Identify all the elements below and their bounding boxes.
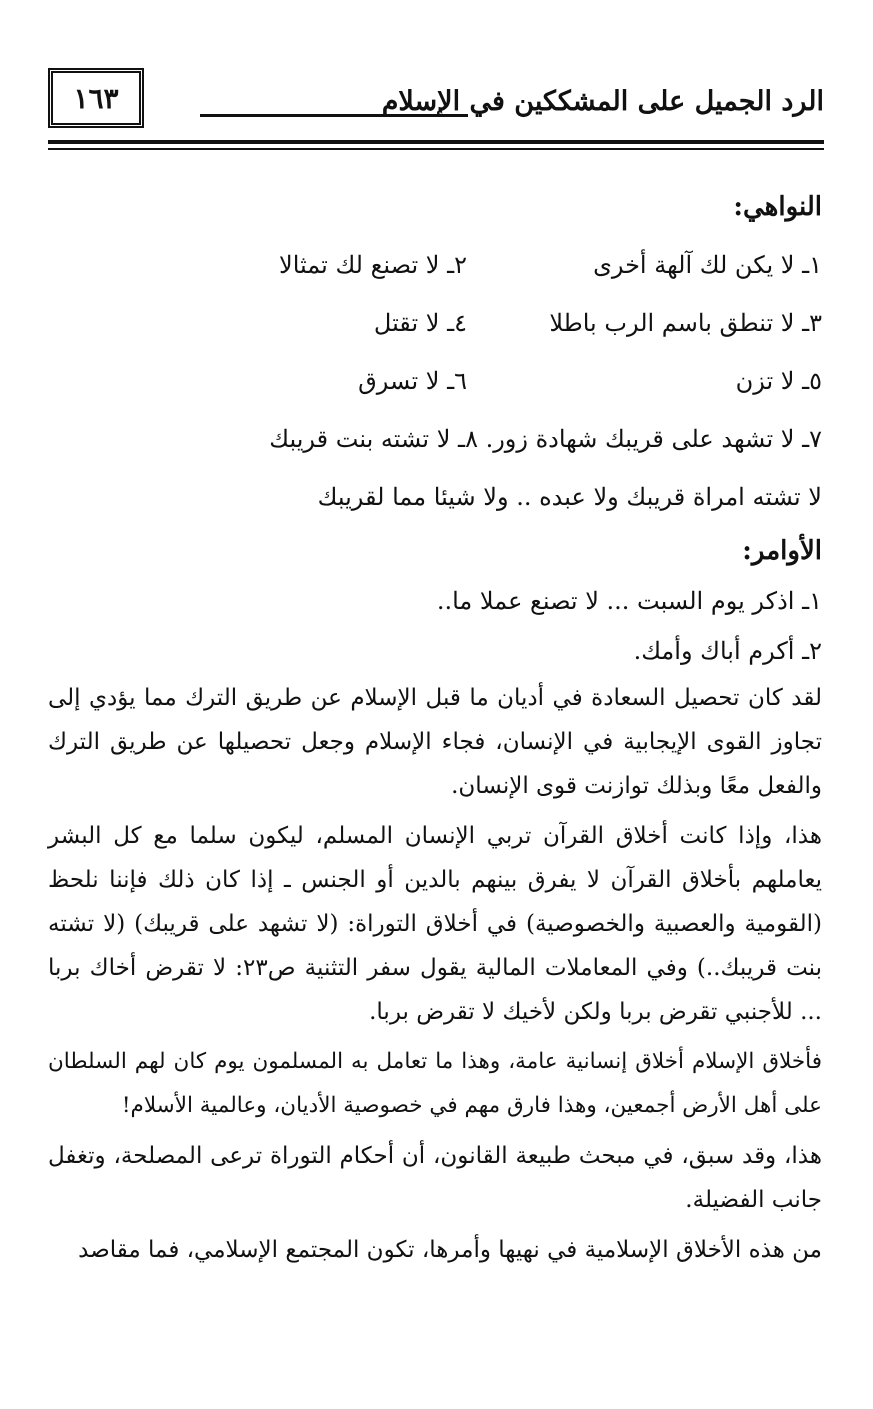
list-item: ١ـ اذكر يوم السبت ... لا تصنع عملا ما..: [436, 587, 822, 615]
list-item: ٣ـ لا تنطق باسم الرب باطلا: [549, 309, 822, 337]
paragraph: لقد كان تحصيل السعادة في أديان ما قبل الإسلام عن طريق الترك مما يؤدي إلى تجاوز القوى الإيجابية في الإنسان، فجاء الإسلام وجعل تحصيلها عن طريق الترك والفعل معًا وبذلك توازنت قوى الإنسان.: [48, 685, 822, 799]
list-item: ٤ـ لا تقتل: [373, 309, 467, 337]
section-heading-awamir: الأوامر:: [742, 536, 822, 566]
list-item: ١ـ لا يكن لك آلهة أخرى: [593, 251, 822, 279]
section-heading-nawahi: النواهي:: [733, 192, 822, 222]
list-row: [48, 236, 822, 294]
paragraph: من هذه الأخلاق الإسلامية في نهيها وأمرها، تكون المجتمع الإسلامي، فما مقاصد: [78, 1237, 822, 1263]
list-item: ٥ـ لا تزن: [735, 367, 822, 395]
page-number: ١٦٣: [48, 68, 144, 128]
list-row: [48, 294, 822, 352]
paragraph: هذا، وإذا كانت أخلاق القرآن تربي الإنسان المسلم، ليكون سلما مع كل البشر يعاملهم بأخلاق القرآن لا يفرق بينهم بالدين أو الجنس ـ إذا كان ذلك فإننا نلحظ (القومية والعصبية والخصوصية) في أخلاق التوراة: (لا تشهد على قريبك) (لا تشته بنت قريبك..) وفي المعاملات المالية يقول سفر التثنية ص٢٣: لا تقرض أخاك بربا ... للأجنبي تقرض بربا ولكن لأخيك لا تقرض بربا.: [48, 823, 822, 1025]
list-item: ٢ـ لا تصنع لك تمثالا: [279, 251, 467, 279]
paragraph: فأخلاق الإسلام أخلاق إنسانية عامة، وهذا ما تعامل به المسلمون يوم كان لهم السلطان على أهل الأرض أجمعين، وهذا فارق مهم في خصوصية الأديان، وعالمية الأسلام!: [48, 1049, 822, 1118]
header-rule: [48, 140, 824, 144]
running-title: الرد الجميل على المشككين في الإسلام: [381, 86, 824, 117]
list-item: ٦ـ لا تسرق: [358, 367, 467, 395]
header-rule-thin: [48, 148, 824, 150]
page-body: [48, 178, 822, 1278]
list-row: [48, 352, 822, 410]
list-item: ٢ـ أكرم أباك وأمك.: [633, 637, 822, 665]
list-item: لا تشته امراة قريبك ولا عبده .. ولا شيئا مما لقريبك: [317, 483, 822, 511]
paragraph: هذا، وقد سبق، في مبحث طبيعة القانون، أن أحكام التوراة ترعى المصلحة، وتغفل جانب الفضيلة.: [48, 1143, 822, 1213]
list-item: ٧ـ لا تشهد على قريبك شهادة زور. ٨ـ لا تشته بنت قريبك: [269, 425, 822, 453]
page-header: [48, 68, 824, 138]
